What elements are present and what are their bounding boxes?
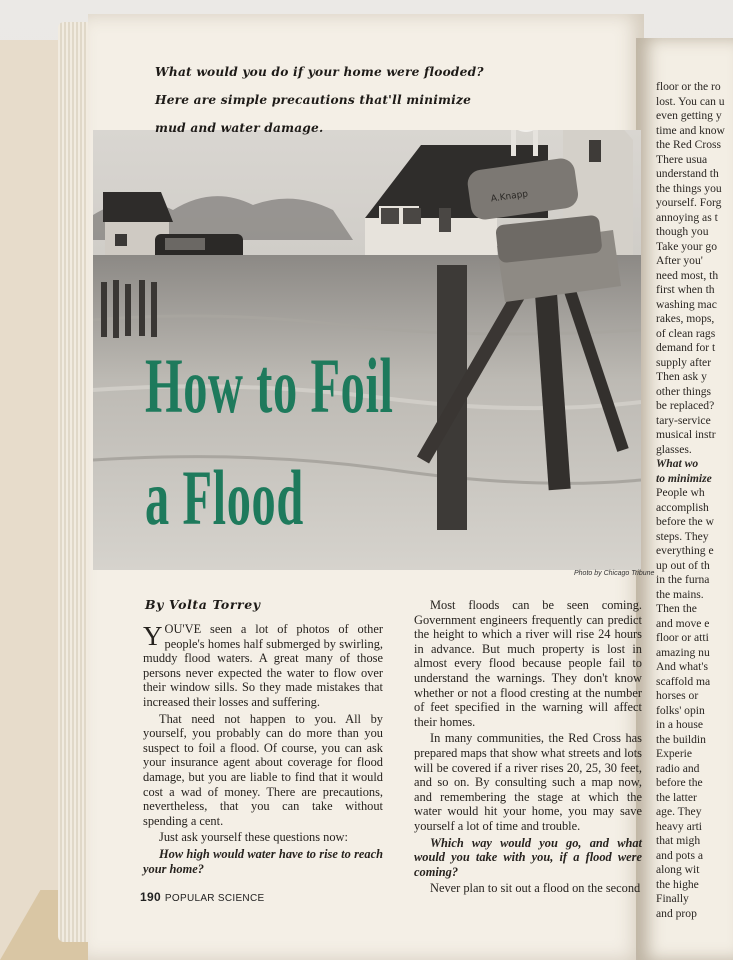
facing-page-line: and prop — [656, 906, 697, 920]
facing-page-line: horses or — [656, 689, 699, 702]
photo-credit: Photo by Chicago Tribune — [574, 570, 655, 577]
facing-page-line: rakes, mops, — [656, 312, 715, 325]
facing-page — [636, 38, 733, 960]
page-number: 190 — [140, 890, 161, 904]
facing-page-line: that migh — [656, 834, 701, 847]
headline-line-2: a Flood — [145, 454, 304, 541]
facing-page-line: Experie — [656, 747, 693, 760]
mailbox-label: A.Knapp — [490, 189, 529, 205]
facing-page-line: Finally — [656, 892, 689, 905]
facing-page-line: up out of th — [656, 558, 710, 572]
facing-page-line: the Red Cross — [656, 138, 722, 151]
paragraph-2: That need not happen to you. All by yourself, you probably can do more than you suspect to foil a flood. Of course, you can ask your insurance agent about coverage for flood damage, but you are liable to find that it would cost a wad of money. There are precautions, nevertheless, that you can take without spending a cent. — [143, 711, 383, 828]
question-1: How high would water have to rise to reach your home? — [143, 846, 383, 876]
paragraph-4: Most floods can be seen coming. Government engineers frequently can predict the height to which a river will rise 24 hours in advance. But much property is lost in almost every flood because people fail to understand the warnings. They don't know whether or not a flood cresting at the number of feet specified in the warning will affect their homes. — [414, 598, 642, 729]
lead-text: What would you do if your home were flooded? Here are simple precautions that'll minimize mud and water damage. — [155, 65, 484, 135]
facing-page-line: floor or the ro — [656, 80, 721, 93]
facing-page-line: annoying as t — [656, 210, 718, 224]
facing-page-line: yourself. Forg — [656, 196, 722, 209]
facing-page-line: tary-service — [656, 413, 711, 427]
facing-page-line: be replaced? — [656, 399, 715, 412]
byline: By Volta Torrey — [145, 597, 261, 612]
article-column-left — [143, 622, 383, 878]
facing-page-line: along wit — [656, 863, 700, 876]
facing-page-line: before the w — [656, 515, 714, 528]
facing-page-line: the mains. — [656, 587, 704, 601]
facing-page-line: time and know — [656, 123, 725, 137]
facing-page-line: even getting y — [656, 109, 722, 122]
paragraph-3: Just ask yourself these questions now: — [159, 830, 348, 845]
magazine-name: POPULAR SCIENCE — [164, 893, 265, 904]
facing-page-line: supply after — [656, 355, 712, 369]
facing-page-line: though you — [656, 225, 709, 238]
facing-page-line: accomplish — [656, 500, 709, 514]
facing-page-line: After you' — [656, 254, 703, 267]
headline — [145, 330, 394, 554]
question-2: Which way would you go, and what would you take with you, if a flood were coming? — [414, 835, 642, 879]
facing-page-line: first when th — [656, 283, 715, 296]
facing-page-line: to minimize — [656, 471, 712, 485]
facing-page-line: in a house — [656, 718, 704, 731]
page-folio — [140, 890, 264, 904]
facing-page-line: age. They — [656, 805, 702, 818]
facing-page-line: Take your go — [656, 239, 718, 253]
facing-page-line: lost. You can u — [656, 94, 725, 108]
facing-page-line: glasses. — [656, 442, 692, 456]
facing-page-line: washing mac — [656, 297, 717, 311]
paragraph-6: Never plan to sit out a flood on the second — [430, 881, 641, 896]
facing-page-line: folks' opin — [656, 703, 705, 717]
facing-page-line: the things you — [656, 181, 722, 195]
facing-page-line: Then the — [656, 602, 697, 615]
facing-page-line: the highe — [656, 877, 699, 891]
facing-page-line: scaffold ma — [656, 674, 711, 688]
facing-page-line: Then ask y — [656, 370, 707, 383]
facing-page-line: and move e — [656, 616, 710, 630]
facing-page-line: steps. They — [656, 529, 709, 543]
facing-page-line: amazing nu — [656, 645, 710, 659]
paragraph-5: In many communities, the Red Cross has prepared maps that show what streets and lots will be covered if a river rises 20, 25, 30 feet, and so on. By consulting such a map now, and remembering the stage at which the water would hit your home, you may save yourself a lot of time and trouble. — [414, 731, 642, 833]
facing-page-text — [636, 38, 733, 921]
article-column-right — [414, 598, 642, 898]
facing-page-line: understand th — [656, 167, 719, 180]
facing-page-line: everything e — [656, 544, 714, 557]
facing-page-line: the buildin — [656, 732, 706, 746]
facing-page-line: the latter — [656, 790, 697, 804]
facing-page-line: There usua — [656, 152, 708, 166]
paragraph-1: YOU'VE seen a lot of photos of other people's homes half submerged by swirling, muddy flood waters. A great many of those persons never expected the water to flow over their window sills. So they made mistakes that increased their losses and suffering. — [143, 621, 383, 709]
facing-page-line: in the furna — [656, 573, 710, 586]
facing-page-line: And what's — [656, 660, 709, 673]
facing-page-line: before the — [656, 776, 703, 789]
facing-page-line: People wh — [656, 486, 705, 499]
facing-page-line: other things — [656, 384, 712, 398]
facing-page-line: demand for t — [656, 341, 716, 354]
facing-page-line: need most, th — [656, 268, 719, 282]
facing-page-line: of clean rags — [656, 326, 716, 340]
facing-page-line: musical instr — [656, 428, 716, 441]
facing-page-line: heavy arti — [656, 819, 703, 833]
facing-page-line: floor or atti — [656, 631, 709, 644]
facing-page-line: What wo — [656, 457, 699, 470]
facing-page-line: and pots a — [656, 848, 704, 862]
facing-page-line: radio and — [656, 761, 700, 775]
headline-line-1: How to Foil — [145, 342, 394, 429]
drop-cap: Y — [143, 621, 163, 651]
